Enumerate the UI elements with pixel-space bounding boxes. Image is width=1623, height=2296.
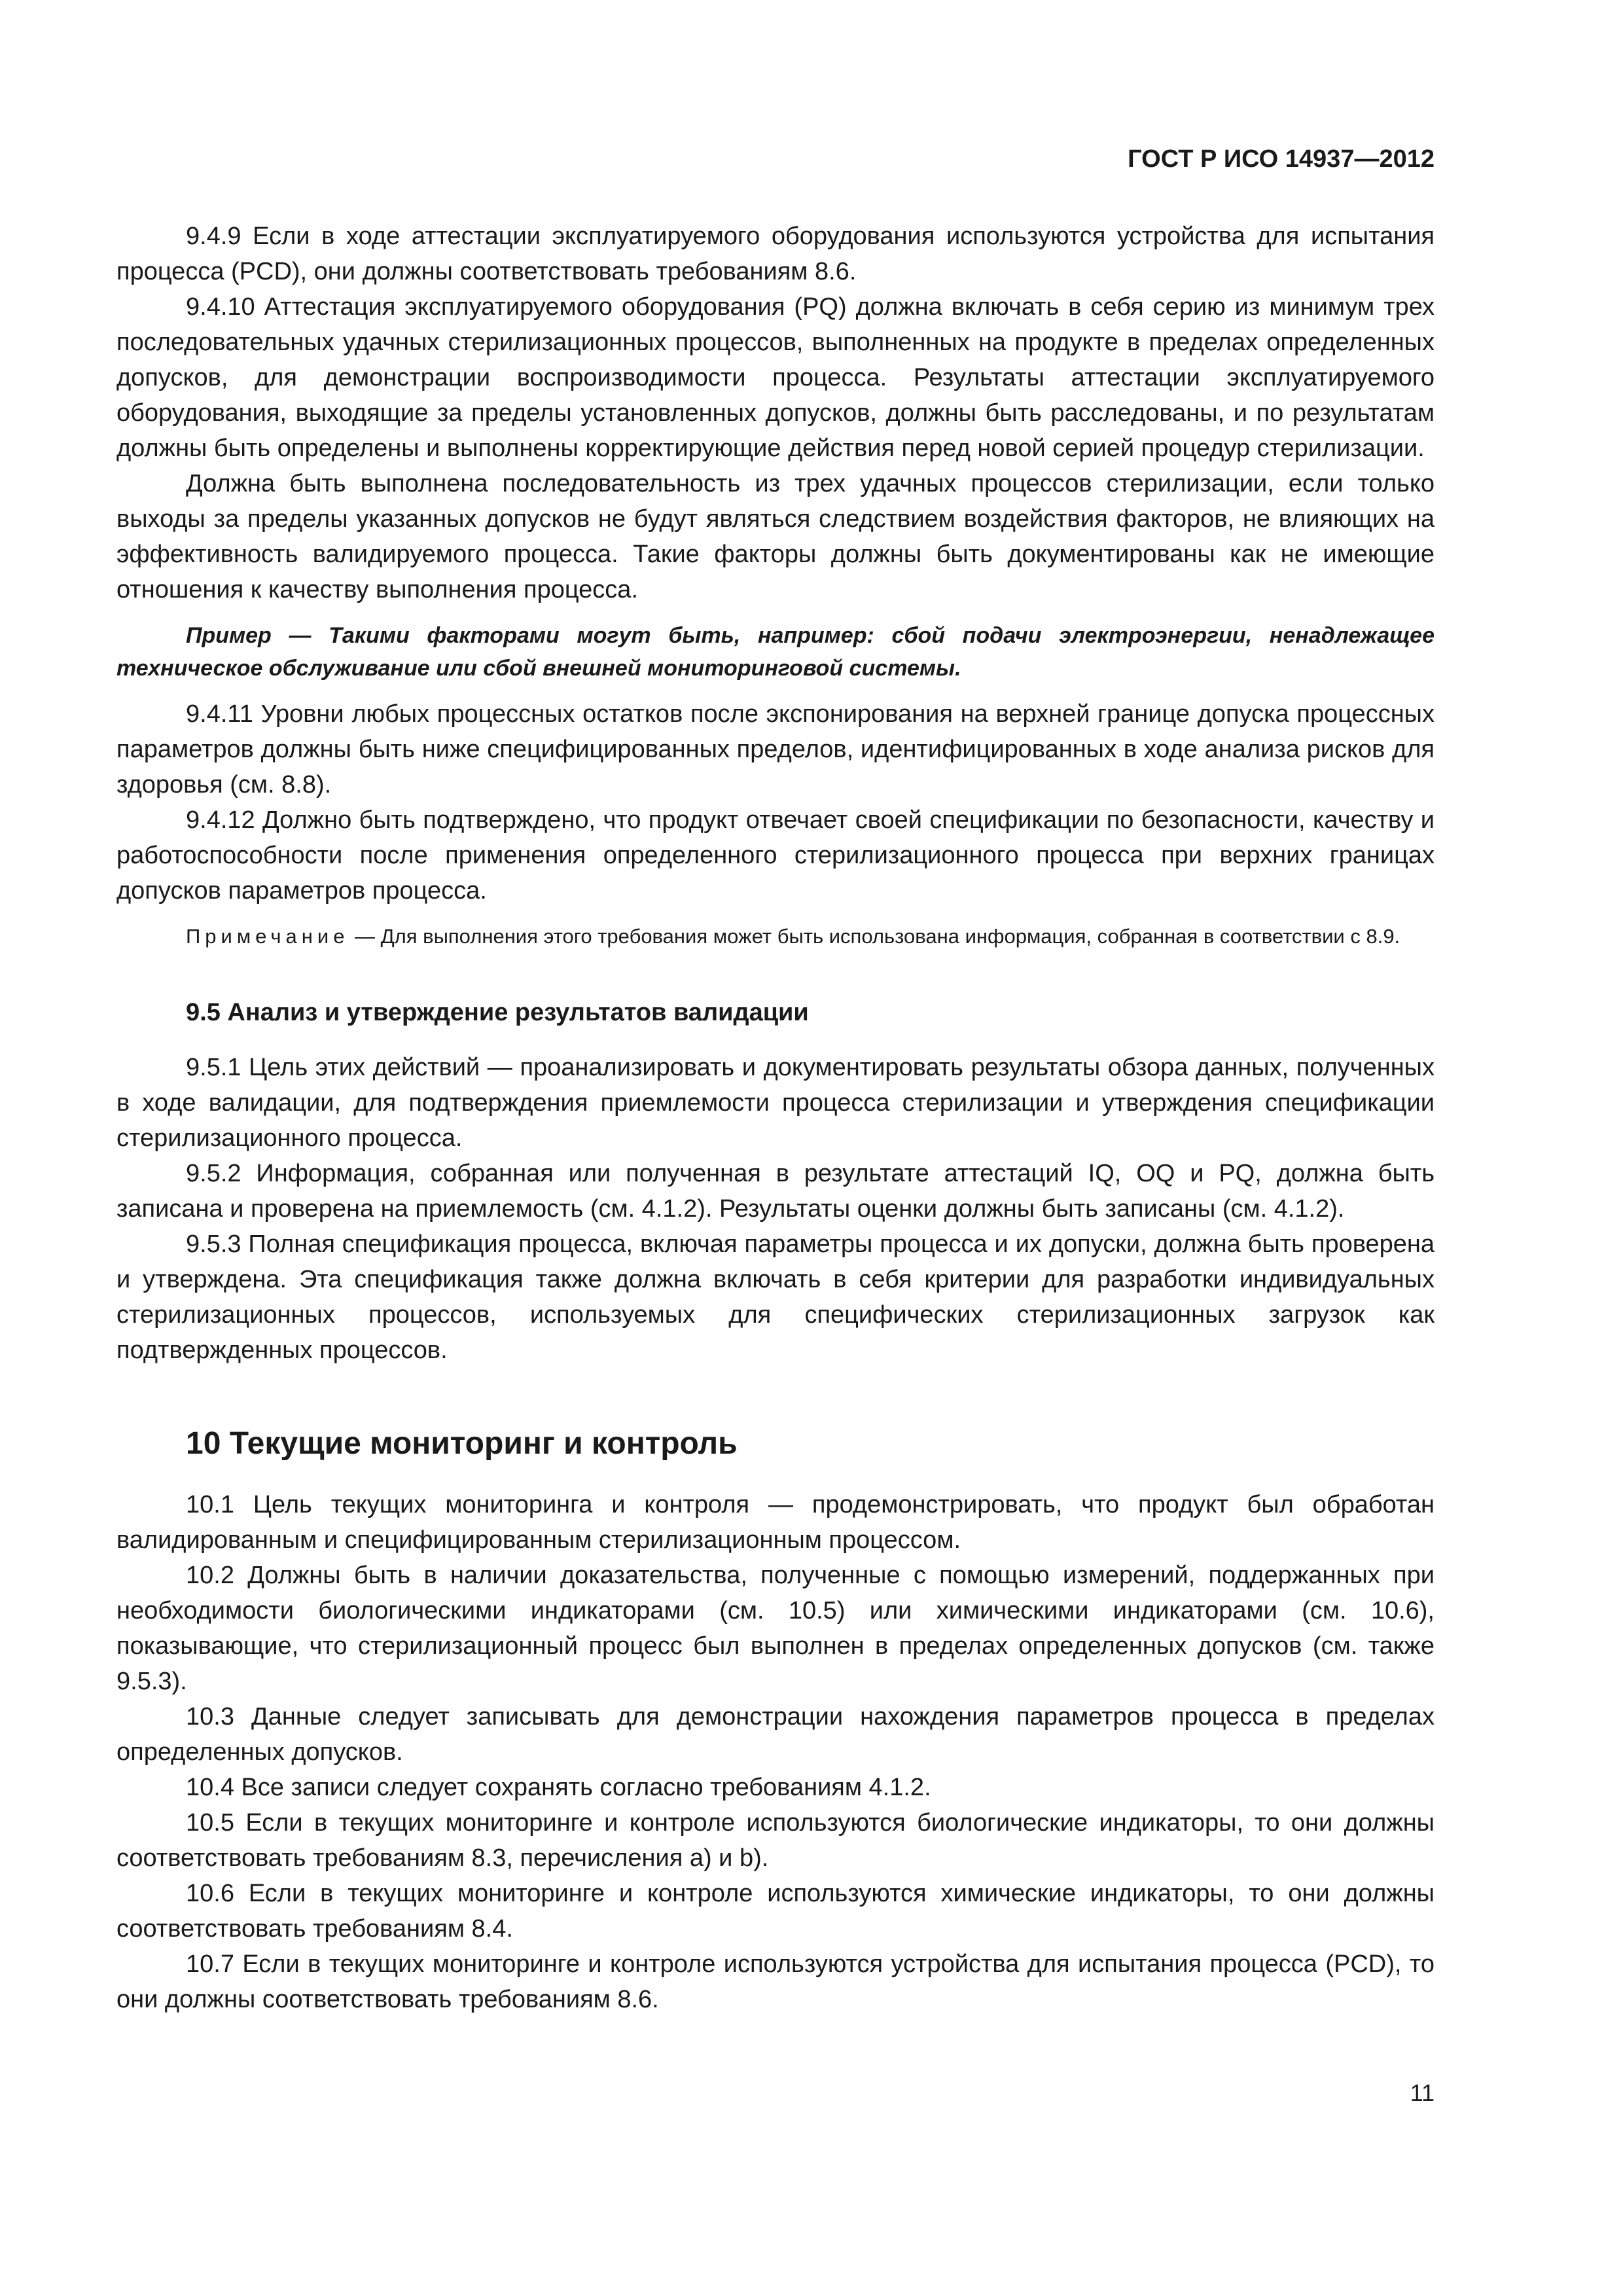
paragraph-9-4-10: 9.4.10 Аттестация эксплуатируемого оборудования (PQ) должна включать в себя серию из минимум трех последовательных удачных стерилизационных процессов, выполненных на продукте в пределах определенных допусков, для демонстрации воспроизводимости процесса. Результаты аттестации эксплуатируемого оборудования, выходящие за пределы установленных допусков, должны быть расследованы, и по результатам должны быть определены и выполнены корректирующие действия перед новой серией процедур стерилизации. xyxy=(116,293,1435,462)
paragraph-10-1: 10.1 Цель текущих мониторинга и контроля — продемонстрировать, что продукт был обработан валидированным и специфицированным стерилизационным процессом. xyxy=(116,1491,1435,1554)
paragraph-10-5: 10.5 Если в текущих мониторинге и контроле используются биологические индикаторы, то они должны соответствовать требованиям 8.3, перечисления a) и b). xyxy=(116,1809,1435,1872)
paragraph-10-3: 10.3 Данные следует записывать для демонстрации нахождения параметров процесса в пределах определенных допусков. xyxy=(116,1703,1435,1766)
paragraph-9-4-10-continued: Должна быть выполнена последовательность из трех удачных процессов стерилизации, если только выходы за пределы указанных допусков не будут являться следствием воздействия факторов, не влияющих на эффективность валидируемого процесса. Такие факторы должны быть документированы как не имеющие отношения к качеству выполнения процесса. xyxy=(116,470,1435,603)
section-9-5-heading: 9.5 Анализ и утверждение результатов валидации xyxy=(186,999,809,1026)
paragraph-9-5-2: 9.5.2 Информация, собранная или полученная в результате аттестаций IQ, OQ и PQ, должна быть записана и проверена на приемлемость (см. 4.1.2). Результаты оценки должны быть записаны (см. 4.1.2). xyxy=(116,1160,1435,1223)
page-number: 11 xyxy=(1410,2079,1435,2106)
paragraph-9-4-11: 9.4.11 Уровни любых процессных остатков после экспонирования на верхней границе допуска процессных параметров должны быть ниже специфицированных пределов, идентифицированных в ходе анализа рисков для здоровья (см. 8.8). xyxy=(116,700,1435,798)
paragraph-10-7: 10.7 Если в текущих мониторинге и контроле используются устройства для испытания процесса (PCD), то они должны соответствовать требованиям 8.6. xyxy=(116,1950,1435,2013)
note xyxy=(116,922,1435,952)
section-10-heading: 10 Текущие мониторинг и контроль xyxy=(186,1426,738,1461)
standard-header: ГОСТ Р ИСО 14937—2012 xyxy=(1128,145,1435,173)
document-page xyxy=(116,144,1435,2017)
note-label: Примечание xyxy=(186,925,349,948)
paragraph-9-5-1: 9.5.1 Цель этих действий — проанализировать и документировать результаты обзора данных, полученных в ходе валидации, для подтверждения приемлемости процесса стерилизации и утверждения спецификации стерилизационного процесса. xyxy=(116,1054,1435,1152)
example-text: Пример — Такими факторами могут быть, например: сбой подачи электроэнергии, ненадлежащее техническое обслуживание или сбой внешней мониторинговой системы. xyxy=(116,623,1435,681)
paragraph-9-5-3: 9.5.3 Полная спецификация процесса, включая параметры процесса и их допуски, должна быть проверена и утверждена. Эта спецификация также должна включать в себя критерии для разработки индивидуальных стерилизационных процессов, используемых для специфических стерилизационных загрузок как подтвержденных процессов. xyxy=(116,1230,1435,1364)
paragraph-9-4-12: 9.4.12 Должно быть подтверждено, что продукт отвечает своей спецификации по безопасности, качеству и работоспособности после применения определенного стерилизационного процесса при верхних границах допусков параметров процесса. xyxy=(116,806,1435,905)
note-text: — Для выполнения этого требования может быть использована информация, собранная в соответствии с 8.9. xyxy=(349,925,1400,948)
paragraph-10-6: 10.6 Если в текущих мониторинге и контроле используются химические индикаторы, то они должны соответствовать требованиям 8.4. xyxy=(116,1880,1435,1943)
paragraph-10-4: 10.4 Все записи следует сохранять согласно требованиям 4.1.2. xyxy=(186,1774,931,1801)
paragraph-9-4-9: 9.4.9 Если в ходе аттестации эксплуатируемого оборудования используются устройства для испытания процесса (PCD), они должны соответствовать требованиям 8.6. xyxy=(116,223,1435,285)
paragraph-10-2: 10.2 Должны быть в наличии доказательства, полученные с помощью измерений, поддержанных при необходимости биологическими индикаторами (см. 10.5) или химическими индикаторами (см. 10.6), показывающие, что стерилизационный процесс был выполнен в пределах определенных допусков (см. также 9.5.3). xyxy=(116,1562,1435,1695)
